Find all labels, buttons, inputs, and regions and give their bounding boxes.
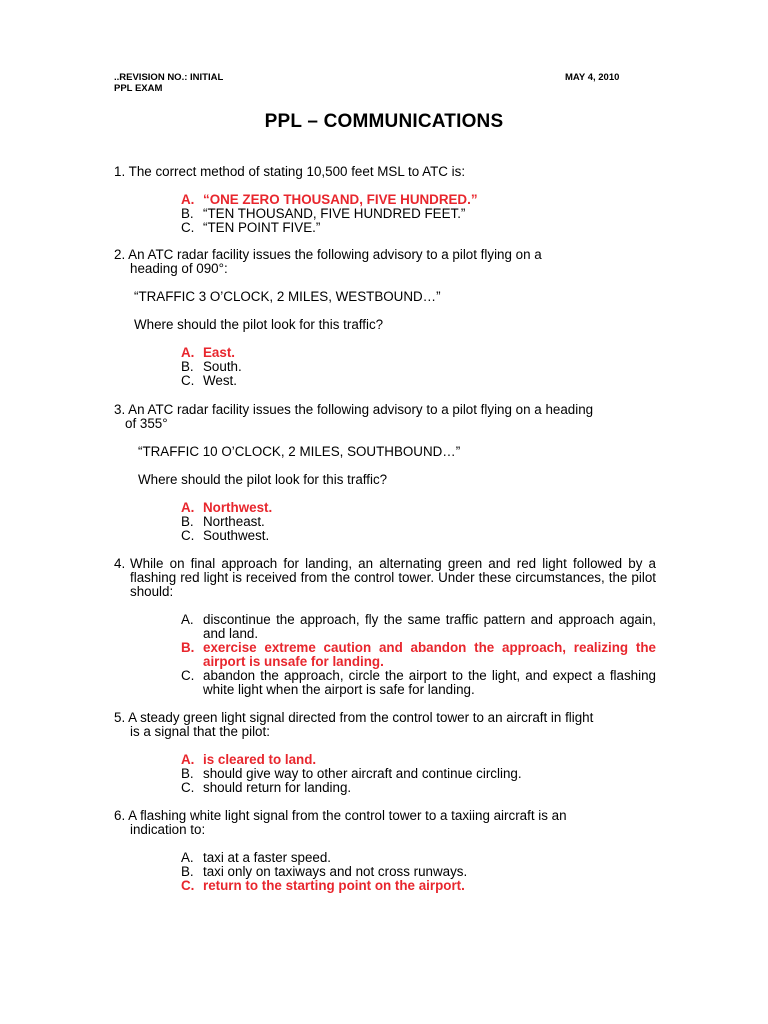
question-number: 1. [114,164,126,179]
date-label: MAY 4, 2010 [565,72,620,83]
choice-c[interactable]: C. abandon the approach, circle the airport to the light, and expect a flashing white light when the airport is safe for landing. [181,668,656,697]
page-title: PPL – COMMUNICATIONS [264,111,504,132]
choice-a[interactable]: A. taxi at a faster speed. [181,850,332,865]
question-text: The correct method of stating 10,500 feet MSL to ATC is: [128,164,466,179]
question-text: While on final approach for landing, an alternating green and red light followed by a flashing red light is received from the control tower. Under these circumstances, the pilot should: [130,556,656,599]
question-3 [114,403,656,543]
traffic-advisory-quote: “TRAFFIC 3 O’CLOCK, 2 MILES, WESTBOUND…” [134,289,441,304]
choice-a[interactable]: A. “ONE ZERO THOUSAND, FIVE HUNDRED.” [181,192,478,207]
choice-list [114,753,656,795]
choice-list [114,346,656,388]
choice-list [114,501,656,543]
choice-list [114,851,656,893]
question-number: 6. [114,808,126,823]
choice-b[interactable]: B. South. [181,359,242,374]
choice-c[interactable]: C. West. [181,373,237,388]
question-text: An ATC radar facility issues the following advisory to a pilot flying on a heading [128,402,594,417]
question-text-cont: is a signal that the pilot: [130,724,270,739]
choice-c[interactable]: C. Southwest. [181,528,270,543]
question-text-cont: heading of 090°: [130,261,228,276]
choice-c[interactable]: C. return to the starting point on the airport. [181,878,465,893]
choice-a[interactable]: A. East. [181,345,236,360]
choice-c[interactable]: C. should return for landing. [181,780,352,795]
question-text-cont: indication to: [130,822,206,837]
question-number: 4. [114,556,126,571]
choice-a[interactable]: A. Northwest. [181,500,273,515]
question-number: 5. [114,710,126,725]
question-text: A steady green light signal directed from the control tower to an aircraft in flight [128,710,594,725]
question-4 [114,557,656,697]
question-text: An ATC radar facility issues the following advisory to a pilot flying on a [128,247,542,262]
question-number: 2. [114,247,126,262]
question-2 [114,248,656,388]
choice-list [130,613,656,697]
choice-list [114,193,656,235]
traffic-advisory-quote: “TRAFFIC 10 O’CLOCK, 2 MILES, SOUTHBOUND…” [138,444,461,459]
question-1 [114,165,656,235]
exam-label: PPL EXAM [114,83,163,94]
choice-b[interactable]: B. Northeast. [181,514,265,529]
question-text: A flashing white light signal from the control tower to a taxiing aircraft is an [128,808,567,823]
question-prompt: Where should the pilot look for this traffic? [138,472,388,487]
choice-b[interactable]: B. taxi only on taxiways and not cross runways. [181,864,468,879]
question-number: 3. [114,402,126,417]
choice-b[interactable]: B. should give way to other aircraft and continue circling. [181,766,522,781]
question-prompt: Where should the pilot look for this traffic? [134,317,384,332]
question-5 [114,711,656,795]
question-6 [114,809,656,893]
choice-c[interactable]: C. “TEN POINT FIVE.” [181,220,321,235]
revision-label: ..REVISION NO.: INITIAL [114,72,224,83]
choice-a[interactable]: A. discontinue the approach, fly the same traffic pattern and approach again, and land. [181,612,656,641]
question-text-cont: of 355° [125,416,168,431]
choice-b[interactable]: B. exercise extreme caution and abandon the approach, realizing the airport is unsafe for landing. [181,640,656,669]
choice-b[interactable]: B. “TEN THOUSAND, FIVE HUNDRED FEET.” [181,206,466,221]
choice-a[interactable]: A. is cleared to land. [181,752,317,767]
